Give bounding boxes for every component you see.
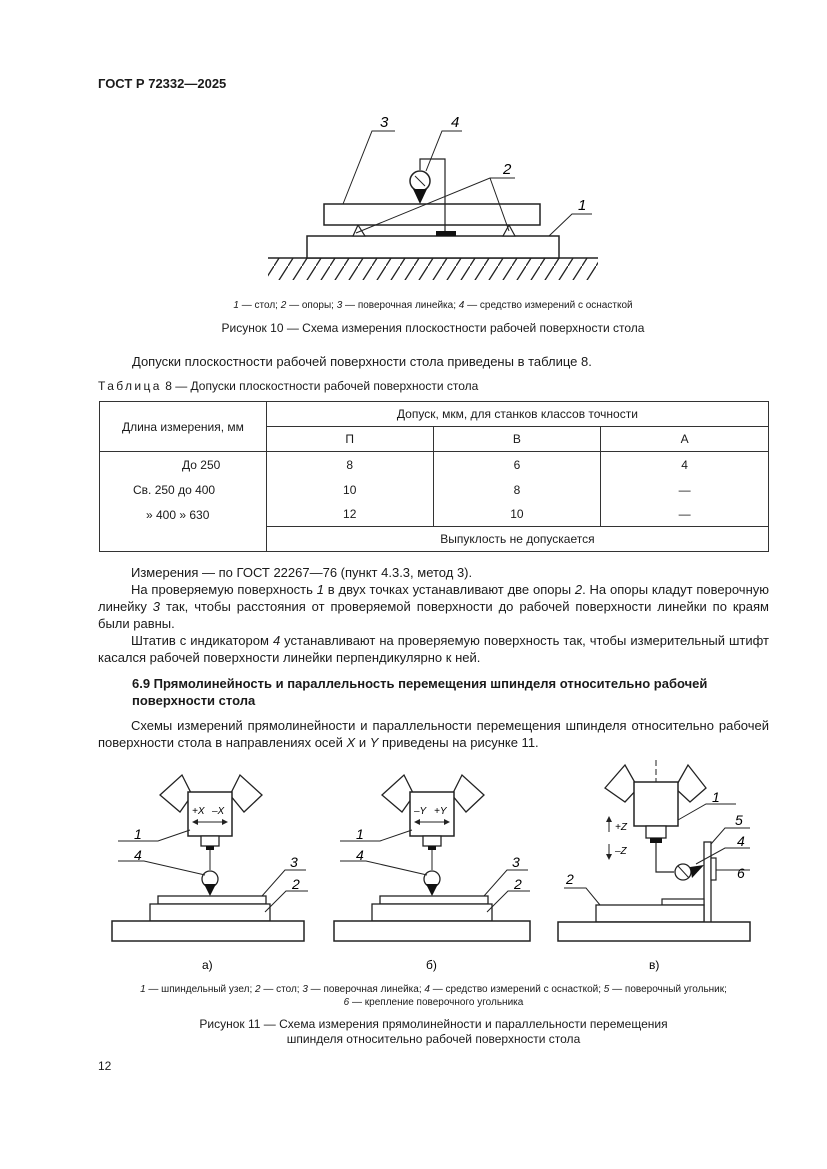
sub-label-c: в) (649, 958, 660, 972)
table (150, 904, 270, 921)
ruler (380, 896, 488, 904)
table-row (100, 478, 769, 503)
cell-p: 12 (266, 503, 433, 527)
table-row (100, 503, 769, 527)
table (372, 904, 492, 921)
table-header-tolerance: Допуск, мкм, для станков классов точности (266, 402, 768, 427)
instrument-base (436, 231, 456, 236)
body-text (98, 564, 769, 666)
svg-text:–X: –X (212, 806, 225, 817)
cell-p: 10 (266, 478, 433, 503)
figure-11-diagram (100, 760, 765, 975)
leader-1 (549, 214, 592, 236)
svg-text:–Y: –Y (414, 806, 427, 817)
svg-text:1: 1 (356, 826, 364, 842)
table-header-class-v: В (433, 427, 601, 452)
square (704, 842, 711, 924)
label-4: 4 (451, 114, 460, 131)
cell-length: » 400 » 630 (100, 503, 267, 527)
body-paragraph-2: На проверяемую поверхность 1 в двух точках устанавливают две опоры 2. На опоры кладут поверочную линейку 3 так, чтобы расстояния от проверяемой поверхности до рабочей поверхности линейки по краям были равны. (98, 582, 769, 631)
indicator-tip (413, 189, 427, 204)
body-paragraph-3: Штатив с индикатором 4 устанавливают на проверяемую поверхность так, чтобы измерительный штифт касался рабочей поверхности линейки перпендикулярно к ней. (98, 633, 769, 665)
figure-11a (112, 775, 308, 941)
cell-v: 10 (433, 503, 601, 527)
spindle-jaw-left (160, 775, 192, 812)
svg-text:4: 4 (134, 847, 142, 863)
table-header-length: Длина измерения, мм (100, 402, 267, 452)
ruler-block (324, 204, 540, 225)
leader-4 (426, 131, 462, 171)
svg-text:4: 4 (356, 847, 364, 863)
cell-p: 8 (266, 452, 433, 478)
cell-a: — (601, 478, 769, 503)
sub-label-a: а) (202, 958, 213, 972)
table-note: Выпуклость не допускается (266, 527, 768, 552)
label-2: 2 (503, 161, 512, 178)
square-clamp (711, 858, 716, 880)
svg-text:–Z: –Z (615, 846, 627, 857)
svg-text:3: 3 (290, 854, 298, 870)
cell-a: — (601, 503, 769, 527)
table-block (307, 236, 559, 258)
page-number: 12 (98, 1059, 112, 1073)
spindle-jaw-right (230, 775, 262, 812)
label-1: 1 (578, 197, 587, 214)
sub-label-b: б) (426, 958, 437, 972)
ruler (158, 896, 266, 904)
svg-text:3: 3 (512, 854, 520, 870)
cell-length: До 250 (100, 452, 267, 478)
figure-11-caption: Рисунок 11 — Схема измерения прямолинейности и параллельности перемещения шпинделя относительно рабочей поверхности стола (199, 1017, 668, 1046)
figure-10-legend: 1 — стол; 2 — опоры; 3 — поверочная линейка; 4 — средство измерений с оснасткой (233, 300, 633, 311)
table-header-class-a: А (601, 427, 769, 452)
svg-text:2: 2 (292, 876, 300, 892)
svg-text:5: 5 (735, 812, 743, 828)
cell-a: 4 (601, 452, 769, 478)
label-3: 3 (380, 114, 389, 131)
figure-10-diagram (260, 112, 605, 287)
figure-10-caption: Рисунок 10 — Схема измерения плоскостности рабочей поверхности стола (221, 321, 645, 335)
base (558, 922, 750, 941)
svg-text:2: 2 (566, 871, 574, 887)
table-header-class-p: П (266, 427, 433, 452)
table (596, 905, 704, 922)
intro-paragraph: Допуски плоскостности рабочей поверхности стола приведены в таблице 8. (132, 354, 592, 369)
cell-v: 8 (433, 478, 601, 503)
svg-text:1: 1 (712, 789, 720, 805)
cell-length: Св. 250 до 400 (100, 478, 267, 503)
svg-text:2: 2 (514, 876, 522, 892)
svg-text:4: 4 (737, 833, 745, 849)
svg-text:+Z: +Z (615, 822, 627, 833)
section-heading: 6.9 Прямолинейность и параллельность перемещения шпинделя относительно рабочей поверхности стола (132, 676, 708, 708)
cell-v: 6 (433, 452, 601, 478)
body-paragraph-1: Измерения — по ГОСТ 22267—76 (пункт 4.3.3, метод 3). (131, 565, 473, 580)
svg-text:1: 1 (134, 826, 142, 842)
figure-11-legend: 1 — шпиндельный узел; 2 — стол; 3 — поверочная линейка; 4 — средство измерений с оснасткой; 5 — поверочный угольник; 6 — крепление поверочного угольника (140, 984, 727, 1008)
ground-hatch (268, 258, 598, 280)
section-paragraph: Схемы измерений прямолинейности и параллельности перемещения шпинделя относительно рабочей поверхности стола в направлениях осей X и Y приведены на рисунке 11. (98, 718, 769, 750)
base (334, 921, 530, 941)
table-8 (99, 401, 769, 552)
ruler (662, 899, 704, 905)
document-header: ГОСТ Р 72332—2025 (98, 76, 227, 91)
table-row (100, 452, 769, 478)
figure-11b (334, 775, 530, 941)
svg-text:+X: +X (192, 806, 205, 817)
spindle-head (634, 782, 678, 826)
figure-11c (558, 760, 750, 941)
cell-empty (100, 527, 267, 552)
svg-text:6: 6 (737, 865, 745, 881)
base (112, 921, 304, 941)
table-8-title: Таблица 8 — Допуски плоскостности рабочей поверхности стола (98, 379, 479, 393)
svg-text:+Y: +Y (434, 806, 447, 817)
leader-3 (343, 131, 395, 204)
